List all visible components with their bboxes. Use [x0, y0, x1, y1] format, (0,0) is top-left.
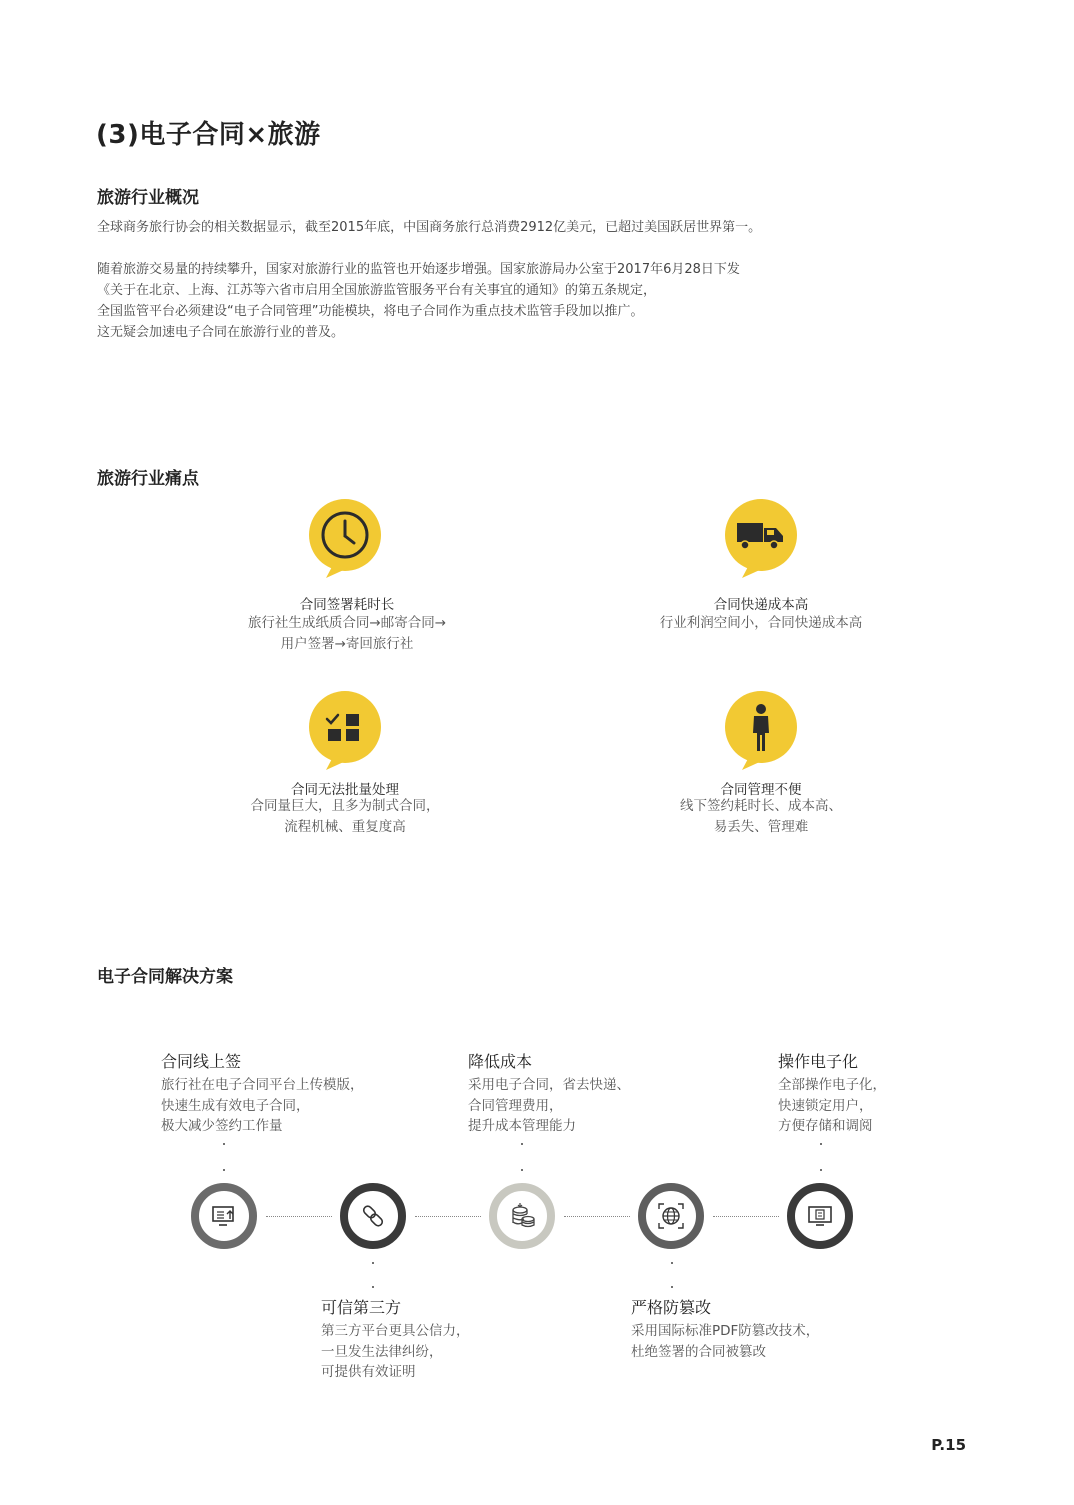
- timeline-node: [340, 1183, 406, 1249]
- pain-point-desc-line: 线下签约耗时长、成本高、: [680, 798, 842, 814]
- connector-dot: [223, 1143, 225, 1145]
- pain-point-title: 合同无法批量处理: [291, 782, 399, 798]
- solution-item-title: 严格防篡改: [631, 1298, 712, 1317]
- pain-point-desc: [227, 613, 467, 655]
- solution-item: [468, 1049, 698, 1137]
- overview-title: 旅游行业概况: [97, 188, 199, 208]
- solution-item-desc-line: 第三方平台更具公信力，: [321, 1323, 470, 1339]
- pain-point-desc-line: 用户签署→寄回旅行社: [280, 636, 414, 652]
- connector-dot: [671, 1262, 673, 1264]
- page-title: (3)电子合同×旅游: [96, 120, 321, 150]
- page-number: P.15: [931, 1436, 966, 1454]
- overview-paragraph-2-line: 这无疑会加速电子合同在旅游行业的普及。: [97, 325, 345, 340]
- solution-title: 电子合同解决方案: [97, 967, 233, 987]
- connector-dot: [820, 1143, 822, 1145]
- pain-point-desc-line: 合同量巨大，且多为制式合同，: [250, 798, 440, 814]
- overview-paragraph-2-line: 《关于在北京、上海、江苏等六省市启用全国旅游监管服务平台有关事宜的通知》的第五条规定，: [97, 283, 657, 298]
- link-icon: [359, 1202, 387, 1230]
- solution-item-desc-line: 快速锁定用户，: [778, 1097, 873, 1114]
- pain-point-desc-line: 流程机械、重复度高: [284, 819, 406, 835]
- solution-item-title: 操作电子化: [778, 1052, 859, 1071]
- solution-item-desc-line: 快速生成有效电子合同，: [161, 1097, 310, 1114]
- person-icon: [718, 688, 804, 774]
- connector-dot: [820, 1169, 822, 1171]
- connector-dot: [223, 1169, 225, 1171]
- solution-item-desc-line: 全部操作电子化，: [778, 1077, 886, 1093]
- pain-points-title: 旅游行业痛点: [97, 469, 199, 489]
- pain-point-title: 合同管理不便: [720, 782, 802, 798]
- monitor-upload-icon: [210, 1204, 238, 1228]
- solution-item: [778, 1049, 1008, 1137]
- overview-paragraph-2-line: 随着旅游交易量的持续攀升，国家对旅游行业的监管也开始逐步增强。国家旅游局办公室于2017年6月28日下发: [97, 262, 740, 277]
- connector-dot: [521, 1169, 523, 1171]
- timeline-connector: [415, 1216, 481, 1217]
- pain-point-desc-line: 行业利润空间小，合同快递成本高: [659, 615, 863, 631]
- timeline-node: [489, 1183, 555, 1249]
- truck-icon: [718, 496, 804, 582]
- solution-item: [631, 1295, 861, 1362]
- pain-point-desc: [641, 613, 881, 634]
- solution-item-desc-line: 提升成本管理能力: [468, 1118, 576, 1134]
- connector-dot: [372, 1286, 374, 1288]
- timeline-connector: [266, 1216, 332, 1217]
- timeline-connector: [564, 1216, 630, 1217]
- pain-point-title: 合同快递成本高: [713, 597, 809, 613]
- solution-item-desc-line: 极大减少签约工作量: [161, 1118, 283, 1134]
- clock-icon: [304, 496, 390, 582]
- overview-paragraph-2-line: 全国监管平台必须建设“电子合同管理”功能模块，将电子合同作为重点技术监管手段加以推广。: [97, 304, 644, 319]
- solution-item-desc-line: 方便存储和调阅: [778, 1118, 873, 1134]
- solution-item: [321, 1295, 551, 1383]
- pain-point-title: 合同签署耗时长: [299, 597, 395, 613]
- pain-point-desc-line: 易丢失、管理难: [713, 819, 809, 835]
- timeline-node: [191, 1183, 257, 1249]
- globe-icon: [656, 1201, 686, 1231]
- overview-paragraph-1: 全球商务旅行协会的相关数据显示，截至2015年底，中国商务旅行总消费2912亿美元，已超过美国跃居世界第一。: [97, 220, 762, 235]
- pain-point-item: [641, 688, 881, 838]
- batch-check-icon: [302, 688, 388, 774]
- coins-icon: [507, 1201, 537, 1231]
- solution-item-desc-line: 采用国际标准PDF防篡改技术，: [631, 1323, 820, 1339]
- solution-item-title: 合同线上签: [161, 1052, 242, 1071]
- pain-point-desc-line: 旅行社生成纸质合同→邮寄合同→: [247, 615, 447, 631]
- connector-dot: [671, 1286, 673, 1288]
- solution-item-desc-line: 杜绝签署的合同被篡改: [631, 1343, 766, 1360]
- pain-point-desc: [225, 796, 465, 838]
- pain-point-item: [225, 688, 465, 838]
- connector-dot: [521, 1143, 523, 1145]
- timeline-connector: [713, 1216, 779, 1217]
- timeline-node: [638, 1183, 704, 1249]
- connector-dot: [372, 1262, 374, 1264]
- overview-paragraph-2: [97, 259, 740, 343]
- solution-item-title: 可信第三方: [321, 1298, 402, 1317]
- pain-point-desc: [641, 796, 881, 838]
- solution-item: [161, 1049, 391, 1137]
- timeline-node: [787, 1183, 853, 1249]
- pain-point-item: [641, 496, 881, 636]
- solution-item-desc-line: 采用电子合同，省去快递、: [468, 1077, 630, 1093]
- solution-item-desc-line: 可提供有效证明: [321, 1364, 416, 1380]
- solution-item-desc-line: 旅行社在电子合同平台上传模版，: [161, 1077, 364, 1093]
- solution-item-desc-line: 合同管理费用，: [468, 1097, 563, 1114]
- solution-item-title: 降低成本: [468, 1052, 533, 1071]
- solution-item-desc-line: 一旦发生法律纠纷，: [321, 1343, 443, 1360]
- pain-point-item: [227, 496, 467, 656]
- monitor-doc-icon: [806, 1204, 834, 1228]
